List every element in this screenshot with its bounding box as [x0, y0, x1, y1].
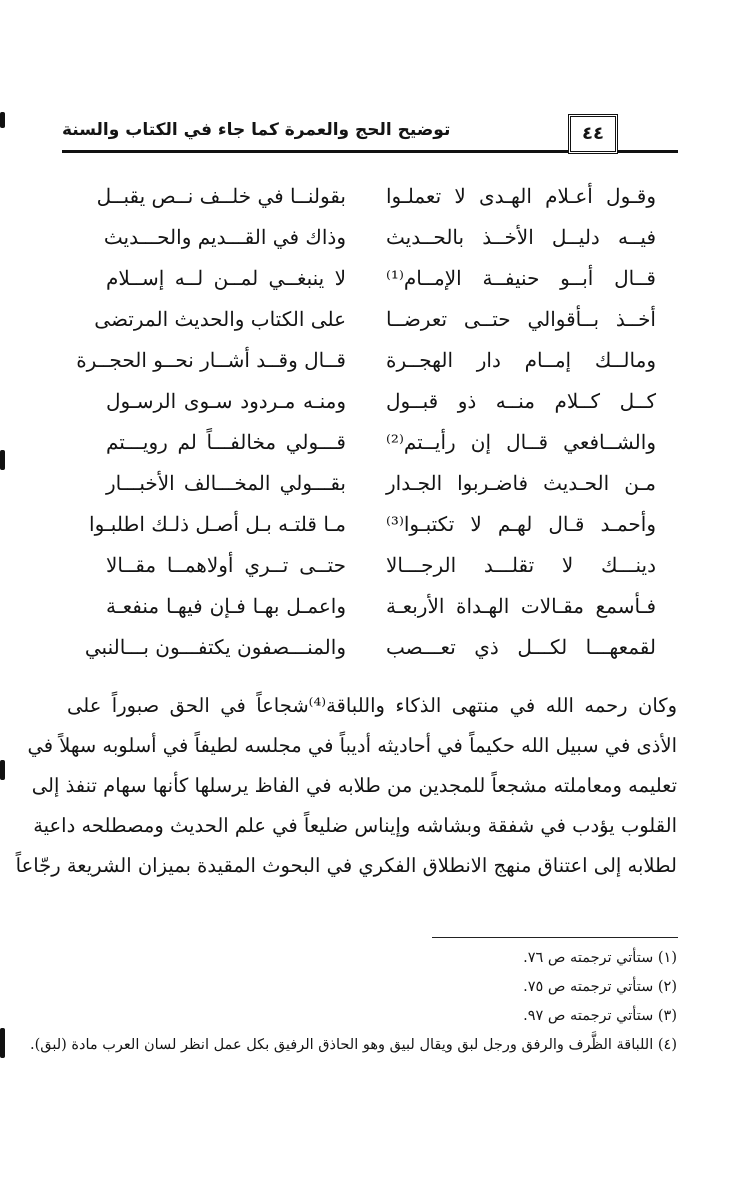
- verse: [0, 506, 746, 547]
- hemistich-right: قــال أبــو حنيفــة الإمــام⁽¹⁾: [386, 266, 656, 290]
- hemistich-right: دينـــك لا تقلـــد الرجـــالا: [386, 553, 656, 577]
- page-number-box: [568, 114, 618, 154]
- hemistich-right: لقمعهـــا لكـــل ذي تعـــصب: [386, 635, 656, 659]
- hemistich-left: حتــى تــري أولاهمــا مقــالا: [106, 553, 346, 577]
- running-title: توضيح الحج والعمرة كما جاء في الكتاب والسنة: [62, 120, 451, 140]
- header-rule: [618, 150, 678, 153]
- hemistich-right: أخــذ بــأقوالي حتــى تعرضــا: [386, 307, 656, 331]
- scan-edge-mark: [0, 1028, 5, 1058]
- hemistich-right: ومالــك إمــام دار الهجــرة: [386, 348, 656, 372]
- footnote-separator: [432, 937, 678, 938]
- hemistich-left: بقولنــا في خلــف نــص يقبــل: [96, 184, 346, 208]
- hemistich-right: فـأسمع مقـالات الهـداة الأربعـة: [386, 594, 656, 618]
- verse: [0, 260, 746, 301]
- footnote: (٣) ستأتي ترجمته ص ٩٧.: [523, 1008, 677, 1024]
- hemistich-left: واعمـل بهـا فـإن فيهـا منفعـة: [106, 594, 346, 618]
- hemistich-right: والشــافعي قــال إن رأيــتم⁽²⁾: [386, 430, 656, 454]
- verse: [0, 301, 746, 342]
- footnote: (٤) اللباقة الظَّرف والرفق ورجل لبق ويقال لبيق وهو الحاذق الرفيق بكل عمل انظر لسان العرب مادة (لبق).: [30, 1037, 677, 1053]
- footnote: (٢) ستأتي ترجمته ص ٧٥.: [523, 979, 677, 995]
- paragraph-line: وكان رحمه الله في منتهى الذكاء واللباقة⁽⁴⁾شجاعاً في الحق صبوراً على: [67, 694, 677, 717]
- header-rule: [62, 150, 568, 153]
- hemistich-left: لا ينبغــي لمــن لــه إســلام: [106, 266, 346, 290]
- hemistich-right: وقـول أعـلام الهـدى لا تعملـوا: [386, 184, 656, 208]
- verse: [0, 383, 746, 424]
- hemistich-left: مـا قلتـه بـل أصـل ذلـك اطلبـوا: [89, 512, 346, 536]
- verse: [0, 424, 746, 465]
- verse: [0, 178, 746, 219]
- paragraph-line: لطلابه إلى اعتناق منهج الانطلاق الفكري في البحوث المقيدة بميزان الشريعة رجّاعاً: [15, 854, 677, 877]
- verse: [0, 342, 746, 383]
- verse: [0, 588, 746, 629]
- hemistich-left: على الكتاب والحديث المرتضى: [94, 307, 346, 331]
- hemistich-left: ومنـه مـردود سـوى الرسـول: [106, 389, 346, 413]
- paragraph-line: القلوب يؤدب في شفقة وبشاشه وإيناس ضليعاً في علم الحديث ومصطلحه داعية: [33, 814, 677, 837]
- paragraph-line: الأذى في سبيل الله حكيماً في أحاديثه أديباً في مجلسه لطيفاً في أسلوبه سهلاً في: [27, 734, 677, 757]
- footnotes: [30, 944, 677, 1060]
- paragraph-line: تعليمه ومعاملته مشجعاً للمجدين من طلابه في الفاظ يرسلها كأنها سهام تنفذ إلى: [31, 774, 677, 797]
- hemistich-right: كــل كــلام منــه ذو قبــول: [386, 389, 656, 413]
- page-number: ٤٤: [582, 123, 604, 144]
- hemistich-left: قــال وقــد أشــار نحــو الحجــرة: [76, 348, 346, 372]
- verse: [0, 465, 746, 506]
- hemistich-right: وأحمـد قـال لهـم لا تكتبـوا⁽³⁾: [386, 512, 656, 536]
- scan-edge-mark: [0, 760, 5, 780]
- page-header: [0, 100, 746, 160]
- footnote: (١) ستأتي ترجمته ص ٧٦.: [523, 950, 677, 966]
- verse: [0, 219, 746, 260]
- body-paragraph: [15, 686, 677, 886]
- verse: [0, 547, 746, 588]
- hemistich-left: وذاك في القـــديم والحـــديث: [103, 225, 346, 249]
- hemistich-right: مـن الحـديث فاضـربوا الجـدار: [386, 471, 656, 495]
- hemistich-left: والمنـــصفون يكتفـــون بـــالنبي: [84, 635, 346, 659]
- hemistich-right: فيــه دليــل الأخــذ بالحــديث: [386, 225, 656, 249]
- hemistich-left: قـــولي مخالفـــاً لم رويـــتم: [106, 430, 346, 454]
- verse: [0, 629, 746, 670]
- hemistich-left: بقـــولي المخـــالف الأخبـــار: [106, 471, 346, 495]
